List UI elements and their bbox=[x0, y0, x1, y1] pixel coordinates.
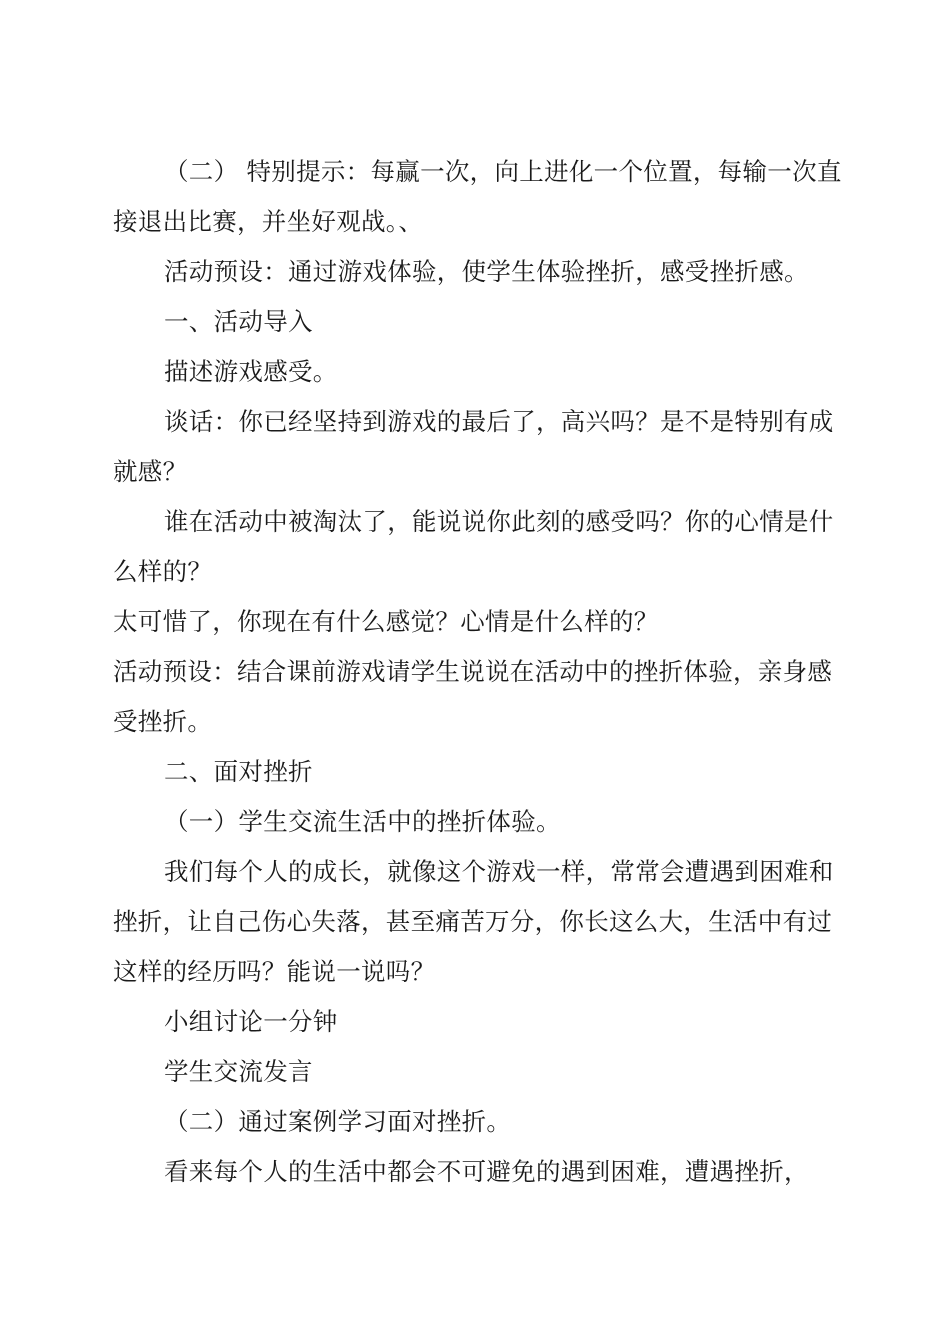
paragraph-pity: 太可惜了，你现在有什么感觉？心情是什么样的？ bbox=[113, 607, 659, 636]
paragraph-activity-preset-1: 活动预设：通过游戏体验，使学生体验挫折，感受挫折感。 bbox=[164, 257, 809, 286]
paragraph-student-speech: 学生交流发言 bbox=[164, 1057, 313, 1086]
paragraph-activity-preset-2: 活动预设：结合课前游戏请学生说说在活动中的挫折体验，亲身感受挫折。 bbox=[113, 657, 833, 736]
paragraph-describe-game: 描述游戏感受。 bbox=[164, 357, 338, 386]
paragraph-growth: 我们每个人的成长，就像这个游戏一样，常常会遭遇到困难和挫折，让自己伤心失落，甚至痛苦万分，你长这么大，生活中有过这样的经历吗？能说一说吗？ bbox=[113, 857, 834, 986]
paragraph-talk: 谈话：你已经坚持到游戏的最后了，高兴吗？是不是特别有成就感？ bbox=[113, 407, 834, 486]
document-body bbox=[113, 147, 843, 1197]
section-heading-activity-intro: 一、活动导入 bbox=[164, 307, 313, 336]
subsection-heading-1: （一）学生交流生活中的挫折体验。 bbox=[164, 807, 561, 836]
paragraph-special-tip: （二） 特别提示：每赢一次，向上进化一个位置，每输一次直接退出比赛，并坐好观战。、 bbox=[113, 157, 842, 236]
section-heading-face-frustration: 二、面对挫折 bbox=[164, 757, 313, 786]
subsection-heading-2: （二）通过案例学习面对挫折。 bbox=[164, 1107, 512, 1136]
paragraph-group-discussion: 小组讨论一分钟 bbox=[164, 1007, 338, 1036]
paragraph-everyone-difficulty: 看来每个人的生活中都会不可避免的遇到困难，遭遇挫折， bbox=[164, 1157, 809, 1186]
paragraph-eliminated: 谁在活动中被淘汰了，能说说你此刻的感受吗？你的心情是什么样的？ bbox=[113, 507, 834, 586]
